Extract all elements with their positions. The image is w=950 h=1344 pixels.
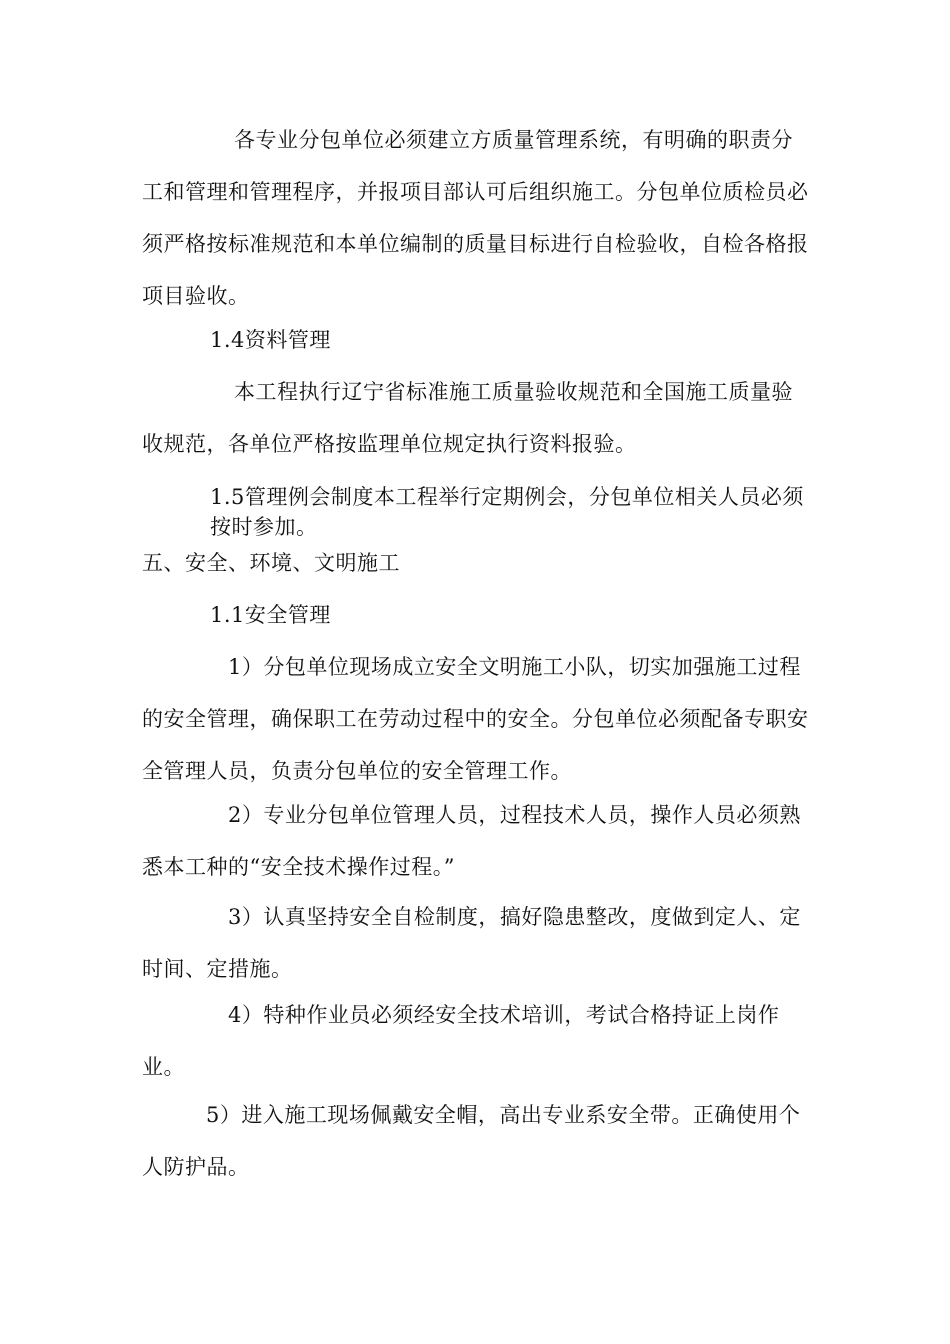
list-item-special-operators: 4）特种作业员必须经安全技术培训，考试合格持证上岗作业。 xyxy=(142,1003,780,1079)
heading-data-management: 1.4资料管理 xyxy=(210,328,331,352)
list-item-protective-equipment: 5）进入施工现场佩戴安全帽，高出专业系安全带。正确使用个人防护品。 xyxy=(142,1103,801,1179)
section-heading-safety: 五、安全、环境、文明施工 xyxy=(142,551,400,575)
heading-safety-management: 1.1安全管理 xyxy=(210,603,331,627)
paragraph-meeting-system: 1.5管理例会制度本工程举行定期例会，分包单位相关人员必须按时参加。 xyxy=(210,485,804,539)
list-item-safety-team: 1）分包单位现场成立安全文明施工小队，切实加强施工过程的安全管理，确保职工在劳动过程中的安全。分包单位必须配备专职安全管理人员，负责分包单位的安全管理工作。 xyxy=(142,655,809,783)
list-item-familiar-procedures: 2）专业分包单位管理人员，过程技术人员，操作人员必须熟悉本工种的“安全技术操作过程。” xyxy=(142,803,801,879)
paragraph-subcontractor-quality: 各专业分包单位必须建立方质量管理系统，有明确的职责分工和管理和管理程序，并报项目部认可后组织施工。分包单位质检员必须严格按标准规范和本单位编制的质量目标进行自检验收，自检各格报项目验收。 xyxy=(142,128,809,308)
paragraph-acceptance-standards: 本工程执行辽宁省标准施工质量验收规范和全国施工质量验收规范，各单位严格按监理单位规定执行资料报验。 xyxy=(142,380,793,456)
list-item-self-inspection: 3）认真坚持安全自检制度，搞好隐患整改，度做到定人、定时间、定措施。 xyxy=(142,905,801,981)
